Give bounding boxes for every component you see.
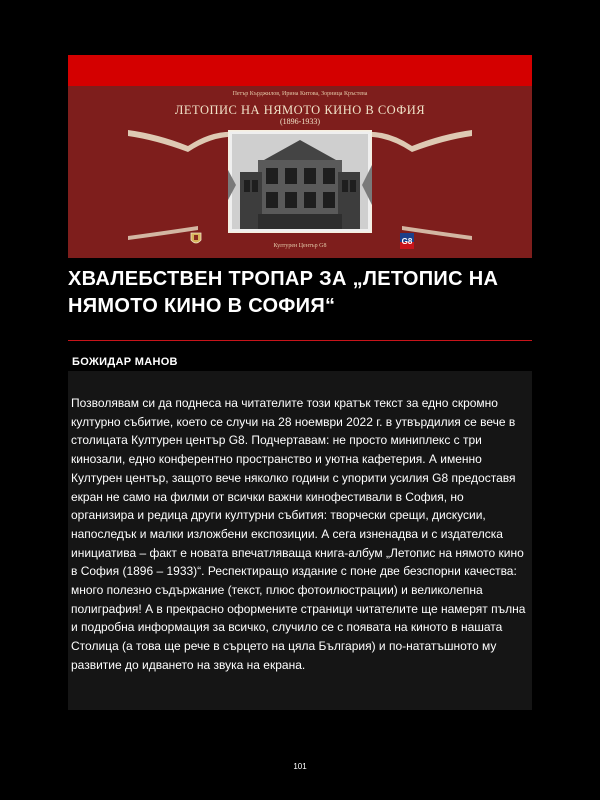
cover-publisher: Културен Център G8 [273,243,327,249]
cover-years: (1896-1933) [280,117,320,126]
building-photo [228,130,372,233]
cover-authors: Петър Кърджилов, Ирина Китова, Зорница Кръстева [232,91,368,97]
book-cover-image [68,86,532,258]
top-red-banner [68,55,532,86]
article-body: Позволявам си да поднеса на читателите този кратък текст за едно скромно културно събитие, което се случи на 28 ноември 2022 г. в утвърдилия се вече в столицата Културен център G8. Подчертавам: не просто миниплекс с три кинозали, едно конферентно пространство и уютна кафетерия. А именно Културен център, защото вече няколко години с упорити усилия G8 предоставя екран не само на филми от всички важни кинофестивали в София, но организира и редица други културни събития: творчески срещи, дискусии, напоследък и малки изложбени експозиции. А сега изненадва и с издателска инициатива – факт е новата впечатляваща книга-албум „Летопис на нямото кино в София (1896 – 1933)“. Респектиращо издание с поне две безспорни качества: много полезно съдържание (текст, плюс фотоилюстрации) и великолепна полиграфия! А в прекрасно оформените страници читателите ще намерят пълна и подробна информация за всичко, случило се с появата на киното в нашата Столица (а това ще рече в сърцето на цяла България) и по-нататъшното му развитие до идването на звука на екрана. [68,371,532,710]
g8-logo-icon [400,233,414,249]
divider [68,340,532,341]
article-author: БОЖИДАР МАНОВ [72,356,178,368]
g8-logo-text: G8 [401,237,413,246]
article-headline: ХВАЛЕБСТВЕН ТРОПАР ЗА „ЛЕТОПИС НА НЯМОТО КИНО В СОФИЯ“ [68,268,499,317]
page-number: 101 [293,762,307,771]
cover-title: ЛЕТОПИС НА НЯМОТО КИНО В СОФИЯ [174,103,426,117]
